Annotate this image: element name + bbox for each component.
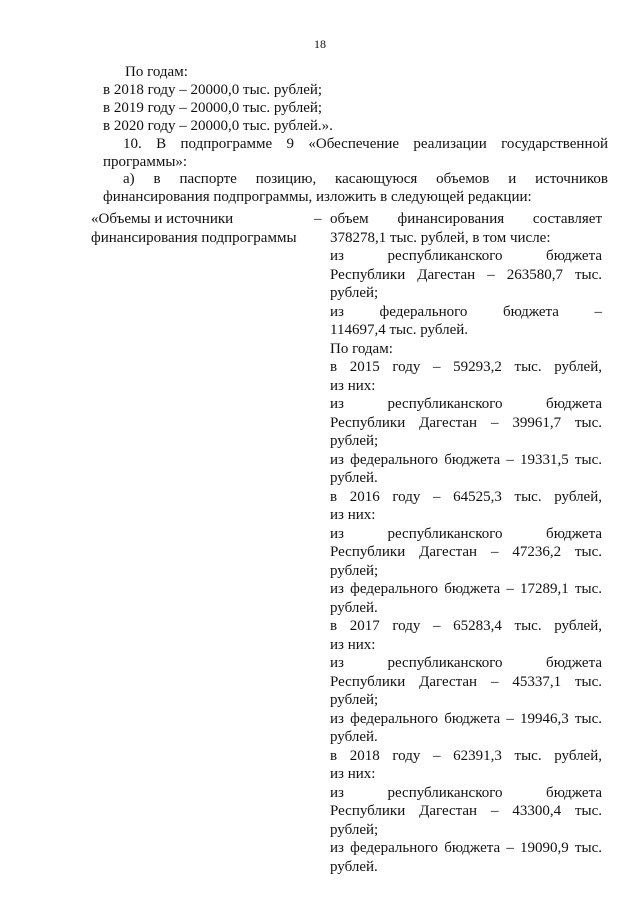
intro-line: в 2020 году – 20000,0 тыс. рублей.».: [103, 117, 333, 134]
funding-line: в 2015 году – 59293,2 тыс. рублей,: [330, 359, 602, 375]
funding-line: По годам:: [330, 340, 393, 357]
item-10-line2: программы»:: [103, 153, 188, 170]
funding-line: из федерального бюджета – 19331,5 тыс.: [330, 451, 602, 468]
funding-line: из республиканского бюджета: [330, 248, 602, 264]
intro-section: [103, 64, 608, 207]
funding-line: из республиканского бюджета: [330, 784, 602, 801]
position-label-line: «Объемы и источники: [91, 211, 234, 227]
funding-line: из федерального бюджета – 19946,3 тыс.: [330, 710, 602, 727]
funding-line: из республиканского бюджета: [330, 655, 602, 671]
funding-line: в 2018 году – 62391,3 тыс. рублей,: [330, 747, 602, 764]
funding-line: из федерального бюджета – 19090,9 тыс.: [330, 840, 602, 856]
intro-line: в 2018 году – 20000,0 тыс. рублей;: [103, 81, 323, 98]
funding-line: из них:: [330, 377, 376, 394]
funding-line: из них:: [330, 507, 376, 523]
funding-line: Республики Дагестан – 43300,4 тыс.: [330, 803, 602, 819]
passport-position-label: [91, 210, 299, 247]
item-10-line1: 10. В подпрограмме 9 «Обеспечение реализации государственной: [123, 135, 608, 152]
funding-line: рублей;: [330, 562, 379, 579]
funding-line: из федерального бюджета –: [330, 303, 602, 320]
intro-line: По годам:: [125, 64, 188, 80]
funding-line: рублей.: [330, 470, 378, 486]
funding-line: в 2017 году – 65283,4 тыс. рублей,: [330, 618, 602, 634]
item-a-line1: а) в паспорте позицию, касающуюся объемов и источников: [123, 171, 608, 188]
funding-description: [330, 210, 602, 876]
funding-line: в 2016 году – 64525,3 тыс. рублей,: [330, 488, 602, 505]
funding-line: рублей;: [330, 285, 379, 301]
funding-line: 114697,4 тыс. рублей.: [330, 322, 469, 338]
position-label-line: финансирования подпрограммы: [91, 229, 297, 246]
position-dash: –: [314, 211, 322, 227]
funding-line: из республиканского бюджета: [330, 525, 602, 542]
funding-line: рублей.: [330, 599, 378, 616]
funding-line: Республики Дагестан – 45337,1 тыс.: [330, 673, 602, 690]
funding-line: из республиканского бюджета: [330, 396, 602, 412]
funding-line: из них:: [330, 636, 376, 653]
funding-line: рублей;: [330, 821, 379, 838]
funding-line: Республики Дагестан – 47236,2 тыс.: [330, 544, 602, 560]
funding-line: рублей.: [330, 729, 378, 745]
funding-line: Республики Дагестан – 39961,7 тыс.: [330, 414, 602, 431]
funding-line: из федерального бюджета – 17289,1 тыс.: [330, 581, 602, 597]
item-a-line2: финансирования подпрограммы, изложить в следующей редакции:: [103, 189, 532, 206]
funding-line: рублей;: [330, 692, 379, 708]
funding-line: рублей;: [330, 433, 379, 449]
funding-line: Республики Дагестан – 263580,7 тыс.: [330, 266, 602, 283]
funding-line: рублей.: [330, 858, 378, 875]
funding-line: объем финансирования составляет: [330, 211, 602, 227]
intro-line: в 2019 году – 20000,0 тыс. рублей;: [103, 99, 323, 116]
funding-line: 378278,1 тыс. рублей, в том числе:: [330, 229, 551, 246]
funding-line: из них:: [330, 766, 376, 782]
page-number: 18: [314, 37, 326, 51]
